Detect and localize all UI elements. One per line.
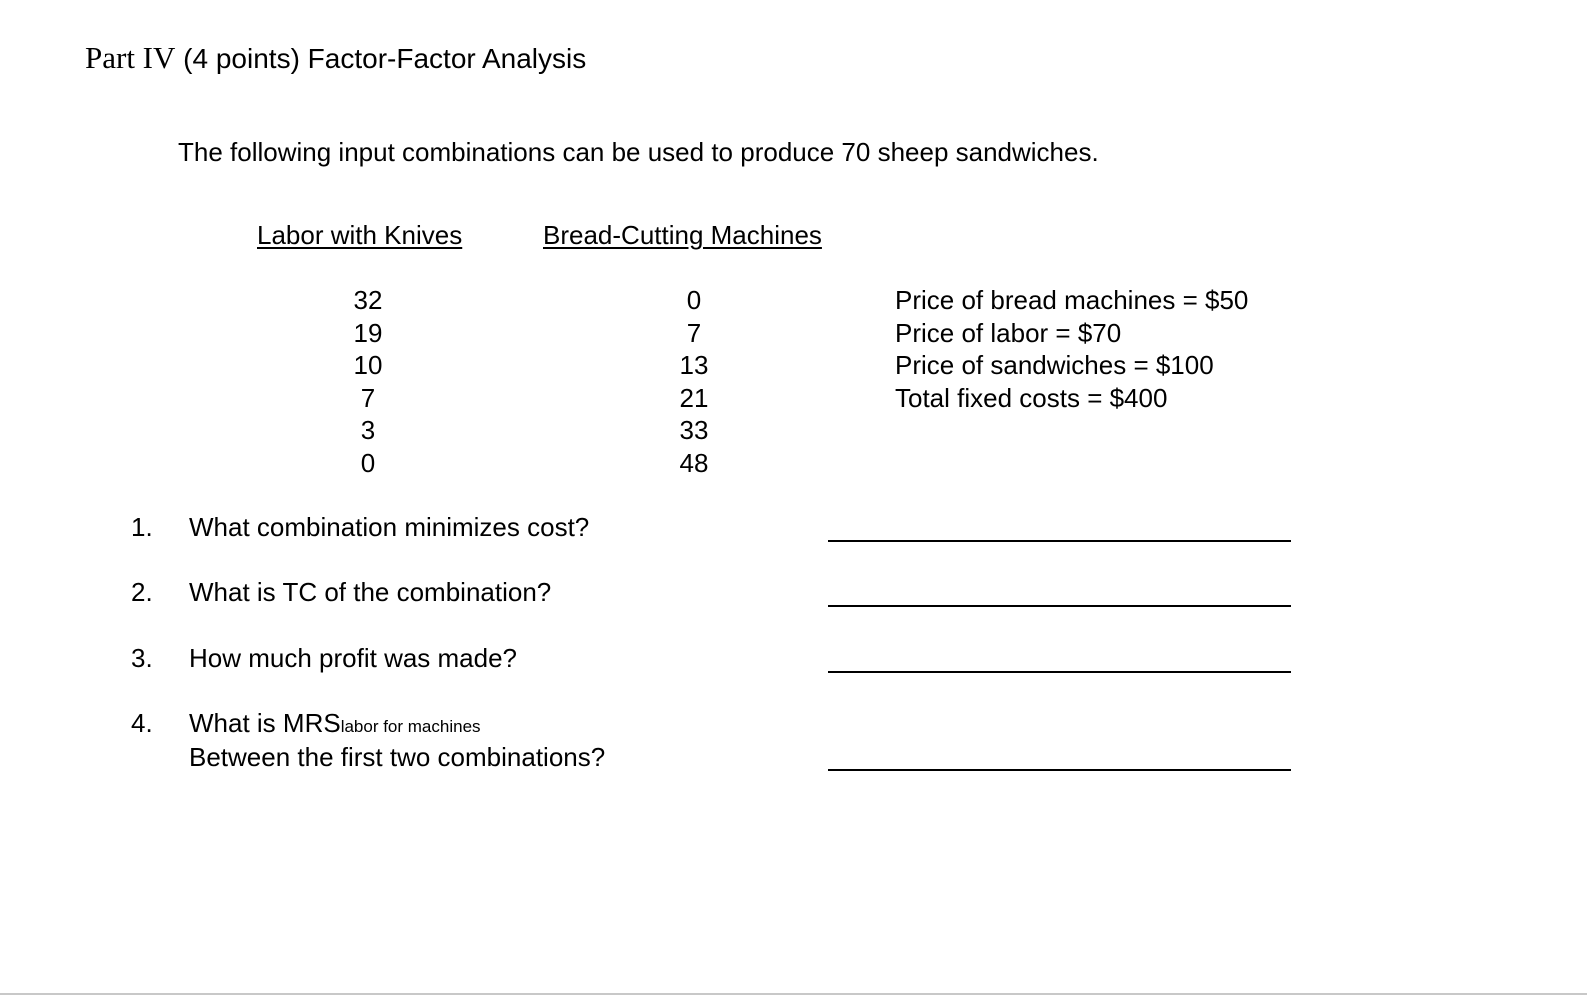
machines-value: 0 — [686, 285, 702, 315]
labor-value: 3 — [360, 415, 376, 445]
price-labor: Price of labor = $70 — [895, 317, 1122, 348]
labor-values-column — [338, 284, 398, 479]
price-bread-machines: Price of bread machines = $50 — [895, 285, 1249, 315]
question-text-line-2: Between the first two combinations? — [189, 742, 606, 772]
question-text — [189, 708, 481, 739]
total-fixed-costs: Total fixed costs = $400 — [895, 382, 1168, 413]
mrs-label: What is MRS — [189, 708, 341, 738]
labor-value: 10 — [353, 350, 383, 380]
machines-value: 7 — [686, 317, 702, 348]
answer-line-4[interactable] — [828, 769, 1291, 771]
title-rest: (4 points) Factor-Factor Analysis — [175, 43, 587, 74]
labor-value: 0 — [360, 447, 376, 478]
machines-value: 21 — [679, 382, 709, 413]
price-sandwiches: Price of sandwiches = $100 — [895, 350, 1214, 380]
question-number: 1. — [131, 512, 153, 542]
question-text: What combination minimizes cost? — [189, 512, 590, 542]
page-title — [85, 40, 586, 76]
question-number: 3. — [131, 643, 153, 673]
labor-value: 7 — [360, 382, 376, 413]
machines-value: 33 — [679, 415, 709, 445]
answer-line-3[interactable] — [828, 671, 1291, 673]
question-number: 4. — [131, 708, 153, 738]
price-list — [895, 284, 1248, 414]
answer-line-2[interactable] — [828, 605, 1291, 607]
question-text: What is TC of the combination? — [189, 577, 552, 607]
machines-column-header: Bread-Cutting Machines — [543, 220, 822, 250]
machines-values-column — [664, 284, 724, 479]
question-number: 2. — [131, 577, 153, 607]
question-text: How much profit was made? — [189, 643, 518, 673]
labor-value: 19 — [353, 317, 383, 348]
labor-column-header: Labor with Knives — [257, 220, 463, 250]
machines-value: 48 — [679, 447, 709, 478]
title-part: Part IV — [85, 40, 176, 75]
answer-line-1[interactable] — [828, 540, 1291, 542]
machines-value: 13 — [679, 350, 709, 380]
labor-value: 32 — [353, 285, 383, 315]
mrs-subscript: labor for machines — [340, 717, 481, 736]
page-bottom-divider — [0, 993, 1587, 995]
intro-text: The following input combinations can be used to produce 70 sheep sandwiches. — [178, 137, 1099, 167]
